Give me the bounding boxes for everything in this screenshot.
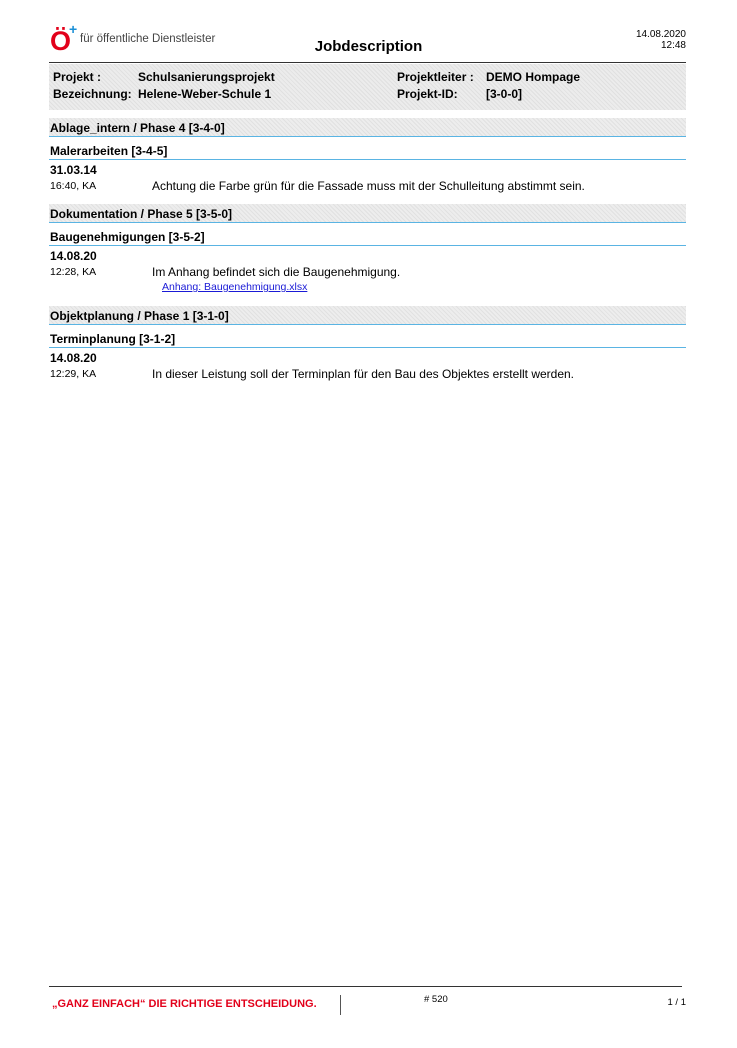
bezeichnung-label: Bezeichnung: xyxy=(53,87,132,101)
entry-time-author: 16:40, KA xyxy=(50,180,97,192)
entry-text: Im Anhang befindet sich die Baugenehmigung. xyxy=(152,265,401,279)
task-title: Malerarbeiten [3-4-5] xyxy=(50,144,168,158)
logo-text: für öffentliche Dienstleister xyxy=(80,33,216,45)
projekt-id-value: [3-0-0] xyxy=(486,87,523,101)
phase-title: Dokumentation / Phase 5 [3-5-0] xyxy=(50,207,233,221)
task-title: Baugenehmigungen [3-5-2] xyxy=(50,230,205,244)
entry-time-author: 12:28, KA xyxy=(50,266,97,278)
phase-header xyxy=(49,204,686,223)
projektleiter-label: Projektleiter : xyxy=(397,70,474,84)
entry-date: 31.03.14 xyxy=(50,163,97,177)
task-title: Terminplanung [3-1-2] xyxy=(50,332,176,346)
footer-slogan: „GANZ EINFACH“ DIE RICHTIGE ENTSCHEIDUNG. xyxy=(52,998,317,1010)
print-time: 12:48 xyxy=(660,40,686,51)
print-timestamp xyxy=(636,29,686,51)
print-date: 14.08.2020 xyxy=(635,29,686,40)
phase-header xyxy=(49,306,686,325)
phase-title: Objektplanung / Phase 1 [3-1-0] xyxy=(50,309,229,323)
task-header xyxy=(49,330,686,348)
project-info-box xyxy=(49,64,686,110)
task-header xyxy=(49,228,686,246)
entry-time-author: 12:29, KA xyxy=(50,368,97,380)
entry-date: 14.08.20 xyxy=(50,351,97,365)
footer-divider xyxy=(49,986,682,987)
projekt-value: Schulsanierungsprojekt xyxy=(138,70,275,84)
page-count: 1 / 1 xyxy=(667,997,686,1008)
projekt-id-label: Projekt-ID: xyxy=(397,87,458,101)
logo-plus-icon: + xyxy=(69,21,78,37)
bezeichnung-value: Helene-Weber-Schule 1 xyxy=(138,87,272,101)
entry-text: Achtung die Farbe grün für die Fassade muss mit der Schulleitung abstimmt sein. xyxy=(152,179,585,193)
footer-separator xyxy=(340,995,341,1015)
phase-header xyxy=(49,118,686,137)
entry-date: 14.08.20 xyxy=(50,249,97,263)
header-divider xyxy=(49,62,686,63)
projekt-label: Projekt : xyxy=(53,70,102,84)
attachment-link[interactable]: Anhang: Baugenehmigung.xlsx xyxy=(162,281,308,293)
entry-text: In dieser Leistung soll der Terminplan für den Bau des Objektes erstellt werden. xyxy=(152,367,575,381)
logo-letter: Ö xyxy=(50,26,72,56)
document-number: # 520 xyxy=(424,994,448,1005)
page-title: Jobdescription xyxy=(314,38,423,55)
projektleiter-value: DEMO Hompage xyxy=(486,70,581,84)
phase-title: Ablage_intern / Phase 4 [3-4-0] xyxy=(50,121,225,135)
task-header xyxy=(49,142,686,160)
